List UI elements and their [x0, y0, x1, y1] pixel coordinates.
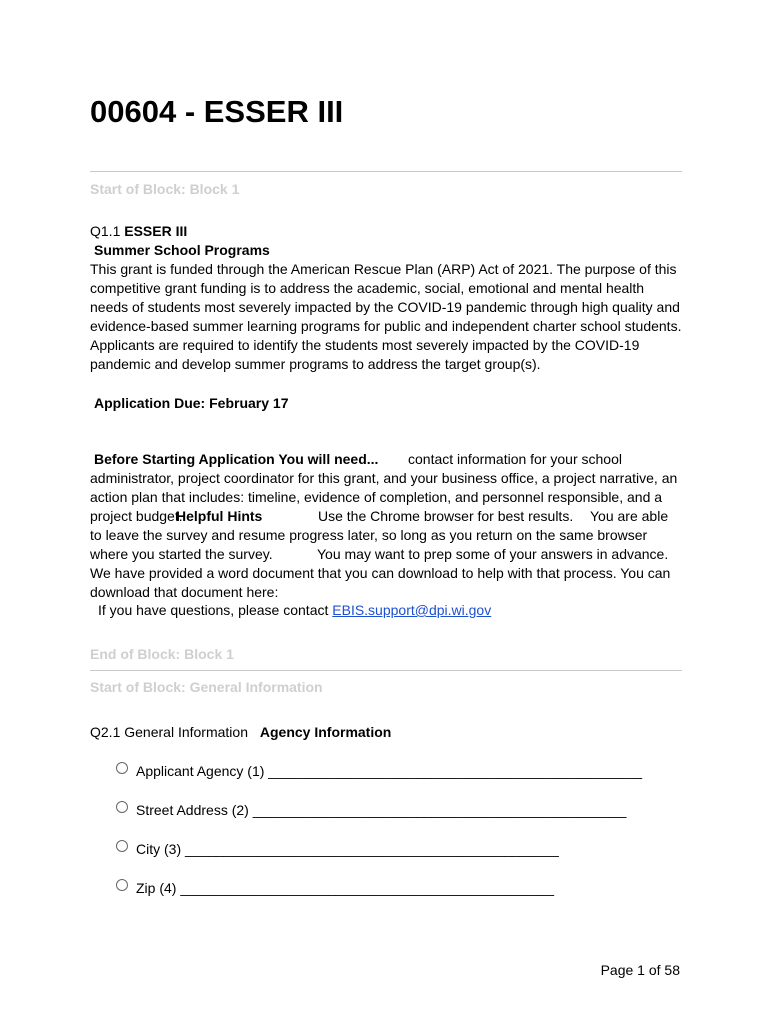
question-header [90, 723, 391, 742]
hint-text: You are able [590, 508, 669, 524]
hint-text: where you started the survey. [90, 546, 273, 562]
field-city[interactable]: City (3) ________________________________________________ [136, 841, 559, 857]
description-line: Applicants are required to identify the students most severely impacted by the COVID-19 [90, 337, 640, 353]
field-street-address[interactable]: Street Address (2) ________________________________________________ [136, 802, 627, 818]
helpful-hints-heading: Helpful Hints [176, 508, 263, 524]
question-number: Q1.1 [90, 223, 121, 239]
before-starting-heading: Before Starting Application You will need... [94, 451, 379, 467]
radio-applicant-agency[interactable] [116, 762, 128, 774]
radio-street-address[interactable] [116, 801, 128, 813]
divider [90, 171, 682, 172]
hint-text: to leave the survey and resume progress later, so long as you return on the same browser [90, 527, 648, 543]
page-title: 00604 - ESSER III [90, 94, 344, 129]
hint-text: We have provided a word document that you can download to help with that process. You can [90, 565, 671, 581]
end-of-block-label: End of Block: Block 1 [90, 646, 234, 662]
hint-text: You may want to prep some of your answers in advance. [317, 546, 669, 562]
support-email-link[interactable]: EBIS.support@dpi.wi.gov [332, 602, 492, 618]
description-line: competitive grant funding is to address the academic, social, emotional and mental health [90, 280, 645, 296]
question-header [90, 222, 187, 241]
page-number: Page 1 of 58 [600, 962, 680, 978]
start-of-block-label: Start of Block: General Information [90, 679, 323, 695]
before-starting-text: project budget. [90, 508, 183, 524]
application-due: Application Due: February 17 [94, 395, 289, 411]
divider [90, 670, 682, 671]
before-starting-text: action plan that includes: timeline, evidence of completion, and personnel responsible, and a [90, 489, 663, 505]
description-line: evidence-based summer learning programs for public and independent charter school students. [90, 318, 682, 334]
question-number: Q2.1 [90, 724, 121, 740]
description-line: needs of students most severely impacted by the COVID-19 pandemic through high quality and [90, 299, 680, 315]
question-heading: Agency Information [259, 724, 392, 740]
contact-text: If you have questions, please contact [98, 602, 333, 618]
hint-text: Use the Chrome browser for best results. [318, 508, 574, 524]
description-line: This grant is funded through the American Rescue Plan (ARP) Act of 2021. The purpose of this [90, 261, 677, 277]
radio-city[interactable] [116, 840, 128, 852]
field-applicant-agency[interactable]: Applicant Agency (1) ________________________________________________ [136, 763, 643, 779]
description-line: pandemic and develop summer programs to address the target group(s). [90, 356, 541, 372]
hint-text: download that document here: [90, 584, 279, 600]
field-zip[interactable]: Zip (4) ________________________________________________ [136, 880, 555, 896]
start-of-block-label: Start of Block: Block 1 [90, 181, 240, 197]
question-subheading: Summer School Programs [94, 242, 270, 258]
contact-line [98, 601, 491, 620]
question-heading: ESSER III [124, 223, 188, 239]
before-starting-text: contact information for your school [408, 451, 622, 467]
before-starting-text: administrator, project coordinator for this grant, and your business office, a project narrative, an [90, 470, 678, 486]
radio-zip[interactable] [116, 879, 128, 891]
question-label: General Information [124, 724, 248, 740]
